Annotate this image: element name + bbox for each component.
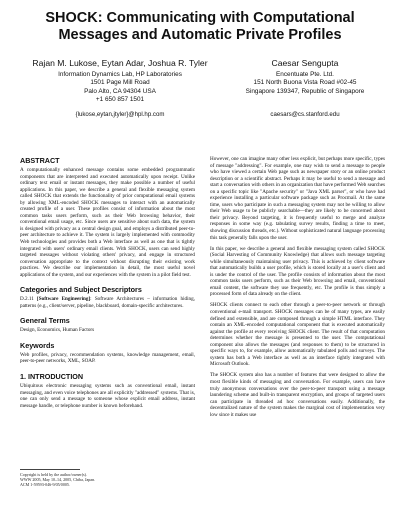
paper-title: SHOCK: Communicating with Computational Messages and Automatic Private Profiles [45,10,355,43]
body-paragraph: In this paper, we describe a general and flexible messaging system called SHOCK (Social Harvesting of Community Knowledge) that allows such message targeting while simultaneously maintaining user privacy. This is achieved by client software that automatically builds a user profile, which is stored locally at a user's client and is under the control of the user. The profile consists of information about the most common tasks users perform, such as their Web browsing and email, conventional email content, the software they use frequently, etc. The profile is thus simply a processed form of data already on the client. [210,245,385,298]
categories-rest: : Software Architectures – information hiding, patterns (e.g., client/server, pipeline, blackboard, domain-specific architectures. [20,296,195,309]
author-block-encentuate [220,58,390,119]
categories-body [20,296,195,309]
body-paragraph: The SHOCK system also has a number of features that were designed to allow the most flexible kinds of messaging and conversation. For example, users can have truly anonymous conversations over the peer-to-peer transport using a message laundering scheme and built-in transparent encryption, and groups of targeted users can participate in threaded ad hoc conversations easily. Additionally, the decentralized nature of the system makes the marginal cost of implementation very low since it makes use [210,372,385,418]
keywords-heading: Keywords [20,340,55,350]
abstract-body: A computationally enhanced message contains some embedded programmatic components that are interpreted and executed automatically upon receipt. Unlike ordinary text email or instant messages, they make possible a number of useful applications. In this paper, we describe a general and flexible messaging system called SHOCK that extends the functionality of prior computational email systems by allowing XML-encoded SHOCK messages to interact with an automatically created profile of a user. These profiles consist of information about the most common tasks users perform, such as their Web browsing behavior, their conventional email usage, etc. Since users are sensitive about such data, the system is designed with privacy as a central design goal, and employs a distributed peer-to-peer architecture to achieve it. The system is largely implemented with commodity Web technologies and provides both a Web interface as well as one that is tightly integrated with users' ordinary email clients. With SHOCK, users can send highly targeted messages without violating others' privacy, and engage in structured conversation appropriate to the context without disrupting their existing work practices. We describe our implementation in detail, the most useful novel applications of the system, and our experiences with the system in a pilot field test. [20,167,195,278]
left-column [20,156,195,414]
abstract-heading: ABSTRACT [20,156,60,165]
categories-heading: Categories and Subject Descriptors [20,285,142,295]
author-names: Caesar Sengupta [271,58,339,68]
footnote-line: ACM 1-59593-046-9/05/0005. [20,482,70,488]
introduction-body: Ubiquitous electronic messaging systems such as conventional email, instant messaging, and even voice telephones are all explicitly "addressed" systems. That is, one can only send a message to someone whose explicit email address, instant message handle, or telephone number is known beforehand. [20,383,195,409]
introduction-heading: 1. INTRODUCTION [20,372,84,382]
author-block-hp [20,58,220,119]
footnote-line: WWW 2005, May 10–14, 2005, Chiba, Japan. [20,477,96,483]
general-terms-heading: General Terms [20,316,70,326]
categories-bold: [Software Engineering] [37,296,91,303]
footnote-divider [20,469,80,470]
affiliation-line: Palo Alto, CA 94304 USA [84,87,156,95]
affiliation-line: Information Dynamics Lab, HP Laboratories [58,71,182,78]
affiliation-line: Encentuate Pte. Ltd. [276,71,334,78]
affiliation-line: 151 North Buona Vista Road #02-45 [253,79,357,87]
author-names: Rajan M. Lukose, Eytan Adar, Joshua R. Tyler [32,58,208,68]
body-paragraph: SHOCK clients connect to each other through a peer-to-peer network or through conventional e-mail transport. SHOCK messages can be of many types, are easily defined and extensible, and are composed through a simple HTML interface. They contain an XML-encoded computational component that is executed automatically against the profile at every receiving SHOCK client. The result of that computation determines whether the message is presented to the user. The computational component also allows the messages (and responses to them) to be structured in specific ways to, for example, allow automatically tabulated polls and surveys. The system has both a Web interface as well as an interface tightly integrated with Microsoft Outlook. [210,302,385,368]
body-paragraph: However, one can imagine many other less explicit, but perhaps more specific, types of message "addressing". For example, one may wish to send a message to people who have viewed a certain Web page such as newspaper story or an online product description or a scientific abstract. Perhaps it may be useful to send a message and start a conversation with others in an organization that have performed Web searches on a specific topic like "Apache security" or "Java XML parser", or who have had experience installing a particular software package such as Procmail. At the same time, users who participate in such a messaging system may not be willing to allow their Web usage to be publicly searchable—they are likely to be concerned about their privacy. Beyond targeting, it is frequently useful to merge and analyze responses in some way (e.g. tabulating survey results, finding a time to meet, showing discussion threads, etc.). Without sophisticated natural language processing this task generally falls upon the user. [210,156,385,241]
footnote-line: Copyright is held by the author/owner(s). [20,472,87,477]
affiliation-line: Singapore 139347, Republic of Singapore [245,87,365,95]
affiliation-line: 1501 Page Mill Road [90,79,150,87]
copyright-footnote [20,472,165,487]
general-terms-body: Design, Economics, Human Factors [20,327,95,334]
author-email: {lukose,eytan,jtyler}@hpl.hp.com [75,111,165,119]
categories-code: D.2.11 [20,296,34,303]
affiliation-line: +1 650 857 1501 [95,95,145,103]
right-column [210,156,385,423]
author-email: caesars@cs.stanford.edu [270,110,340,118]
keywords-body: Web profiles, privacy, recommendation systems, knowledge management, email, peer-to-peer networks, XML, SOAP. [20,351,195,365]
